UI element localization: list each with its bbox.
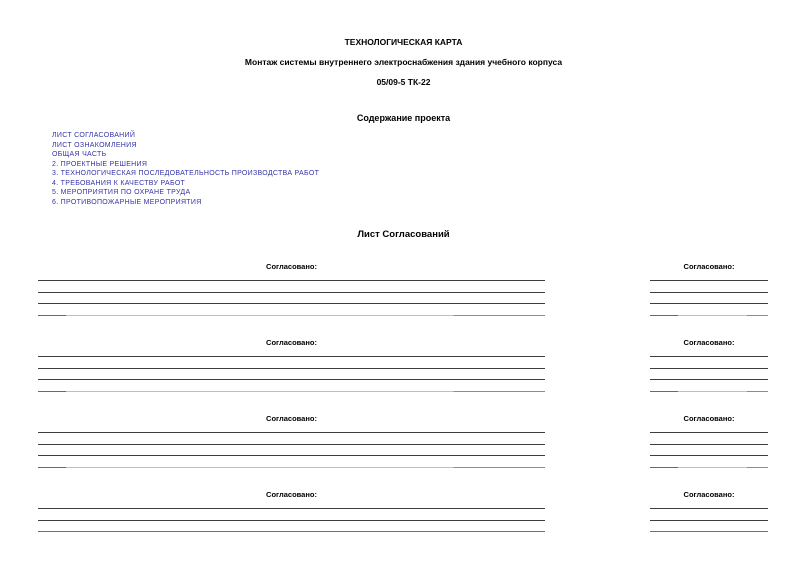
signature-line [650,531,768,532]
signature-line [650,467,768,468]
toc-link-protivopozharnye[interactable]: 6. ПРОТИВОПОЖАРНЫЕ МЕРОПРИЯТИЯ [52,198,202,206]
signature-line [38,467,545,468]
agreed-label: Согласовано: [683,262,735,271]
toc-link-trebovaniya-k-kachestvu[interactable]: 4. ТРЕБОВАНИЯ К КАЧЕСТВУ РАБОТ [52,179,186,187]
signature-line [650,303,768,304]
signature-line [38,303,545,304]
toc-link-list-oznakomleniya[interactable]: ЛИСТ ОЗНАКОМЛЕНИЯ [52,141,137,149]
signature-line [38,508,545,509]
agreed-label: Согласовано: [266,414,317,423]
signature-line [650,455,768,456]
doc-number: 05/09-5 ТК-22 [376,77,431,87]
signature-line [650,432,768,433]
signature-line [38,520,545,521]
signature-line [650,368,768,369]
signature-line [38,292,545,293]
signature-block-right [650,338,768,392]
doc-title: ТЕХНОЛОГИЧЕСКАЯ КАРТА [344,37,463,47]
toc-link-tekhnologicheskaya-posledovatelnost[interactable]: 3. ТЕХНОЛОГИЧЕСКАЯ ПОСЛЕДОВАТЕЛЬНОСТЬ ПРОИЗВОДСТВА РАБОТ [52,170,320,177]
signature-line [38,379,545,380]
agreed-label: Согласовано: [266,338,317,347]
signature-block-right [650,414,768,468]
signature-line [38,356,545,357]
signature-line [38,280,545,281]
toc-link-obshchaya-chast[interactable]: ОБЩАЯ ЧАСТЬ [52,151,107,158]
contents-heading: Содержание проекта [356,113,451,123]
toc-link-list-soglasovaniy[interactable]: ЛИСТ СОГЛАСОВАНИЙ [52,132,136,139]
table-of-contents [52,131,319,207]
signature-line [650,391,768,392]
signature-line [38,455,545,456]
signature-line [650,520,768,521]
signature-block-right [650,262,768,316]
signature-line [38,391,545,392]
agreed-label: Согласовано: [683,338,735,347]
doc-subtitle: Монтаж системы внутреннего электроснабжения здания учебного корпуса [244,57,563,67]
agreed-label: Согласовано: [266,490,317,499]
toc-link-okhrana-truda[interactable]: 5. МЕРОПРИЯТИЯ ПО ОХРАНЕ ТРУДА [52,189,191,196]
signature-line [38,432,545,433]
agreed-label: Согласовано: [683,490,735,499]
signature-line [650,508,768,509]
signature-line [38,444,545,445]
signature-line [650,444,768,445]
signature-block-right [650,490,768,532]
toc-link-proektnye-resheniya[interactable]: 2. ПРОЕКТНЫЕ РЕШЕНИЯ [52,160,148,168]
signature-block-left [38,490,545,532]
signature-line [650,292,768,293]
signature-block-left [38,414,545,468]
signature-line [650,315,768,316]
agreed-label: Согласовано: [266,262,317,271]
signature-block-left [38,338,545,392]
agreed-label: Согласовано: [683,414,735,423]
signature-line [38,315,545,316]
sheet-heading: Лист Согласований [357,229,450,240]
signature-line [650,356,768,357]
signature-block-left [38,262,545,316]
signature-line [38,368,545,369]
signature-line [650,379,768,380]
signature-line [650,280,768,281]
signature-line [38,531,545,532]
